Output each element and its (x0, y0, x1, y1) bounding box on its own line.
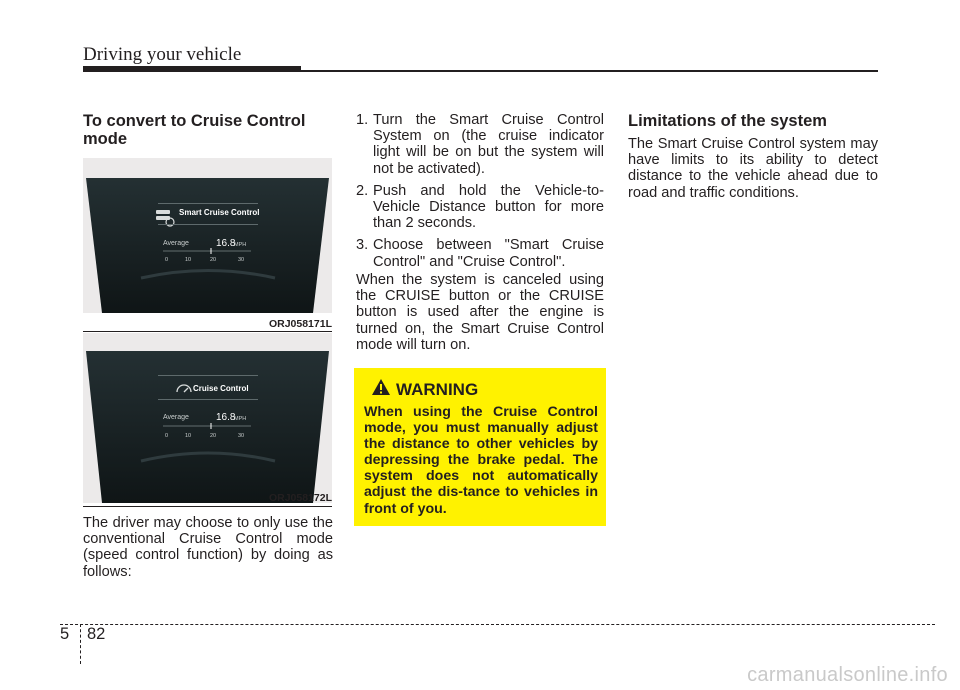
steps-list (356, 112, 604, 270)
page-number: 82 (87, 625, 106, 643)
tick-label: 20 (210, 257, 217, 263)
section-heading-convert: To convert to Cruise Control mode (83, 112, 306, 148)
step-item (356, 237, 604, 269)
figure-caption-2: ORJ058172L (268, 492, 332, 504)
header-bar (83, 66, 301, 72)
display-avg-value: 16.8 (216, 238, 236, 249)
cluster-display-2 (83, 333, 332, 503)
intro-paragraph: The driver may choose to only use the conventional Cruise Control mode (speed control function) by doing as follows: (83, 515, 333, 580)
tick-label: 10 (185, 257, 192, 263)
steps-container (356, 112, 604, 276)
display-unit: MPH (234, 242, 247, 248)
step-number: 1. (356, 112, 369, 128)
step-item (356, 112, 604, 177)
display-unit: MPH (234, 416, 247, 422)
section-number: 5 (60, 625, 70, 643)
display-avg-label: Average (163, 414, 189, 421)
figure-caption-1: ORJ058171L (268, 318, 332, 330)
warning-triangle-icon (371, 378, 391, 396)
step-number: 3. (356, 237, 369, 254)
watermark: carmanualsonline.info (747, 664, 948, 686)
step-text: Choose between "Smart Cruise Control" and "Cruise Control". (373, 237, 604, 270)
note-paragraph: When the system is canceled using the CRUISE button or the CRUISE button is used after the engine is turned on, the Smart Cruise Control mode will turn on. (356, 272, 604, 353)
footer-dashed-rule (60, 624, 935, 625)
warning-text: When using the Cruise Control mode, you must manually adjust the distance to other vehicles by depressing the brake pedal. The system does not automatically adjust the dis-tance to vehicles in front of you. (364, 404, 598, 517)
display-menu-label: Cruise Control (193, 384, 249, 393)
tick-label: 0 (165, 433, 169, 439)
tick-label: 30 (238, 257, 245, 263)
step-text: Turn the Smart Cruise Control System on (the cruise indicator light will be on but the system will not be activated). (373, 112, 604, 177)
figure-smart-cruise (83, 158, 332, 313)
footer-vertical-dash (80, 624, 81, 664)
display-avg-value: 16.8 (216, 412, 236, 423)
header-rule (301, 70, 878, 72)
figure-rule-1 (83, 331, 332, 332)
limitations-paragraph: The Smart Cruise Control system may have limits to its ability to detect distance to the vehicle ahead due to road and traffic conditions. (628, 136, 878, 201)
tick-label: 10 (185, 433, 192, 439)
step-number: 2. (356, 182, 369, 199)
step-item (356, 183, 604, 232)
page-header-title: Driving your vehicle (83, 44, 242, 65)
display-menu-label: Smart Cruise Control (179, 208, 260, 217)
section-heading-limitations: Limitations of the system (628, 112, 827, 130)
tick-label: 20 (210, 433, 217, 439)
cluster-display-1 (83, 158, 332, 313)
warning-title: WARNING (396, 380, 479, 399)
figure-rule-2 (83, 506, 332, 507)
tick-label: 30 (238, 433, 245, 439)
tick-label: 0 (165, 257, 169, 263)
display-avg-label: Average (163, 240, 189, 247)
figure-cruise (83, 333, 332, 503)
step-text: Push and hold the Vehicle-to-Vehicle Distance button for more than 2 seconds. (373, 182, 604, 232)
warning-box (354, 368, 606, 526)
